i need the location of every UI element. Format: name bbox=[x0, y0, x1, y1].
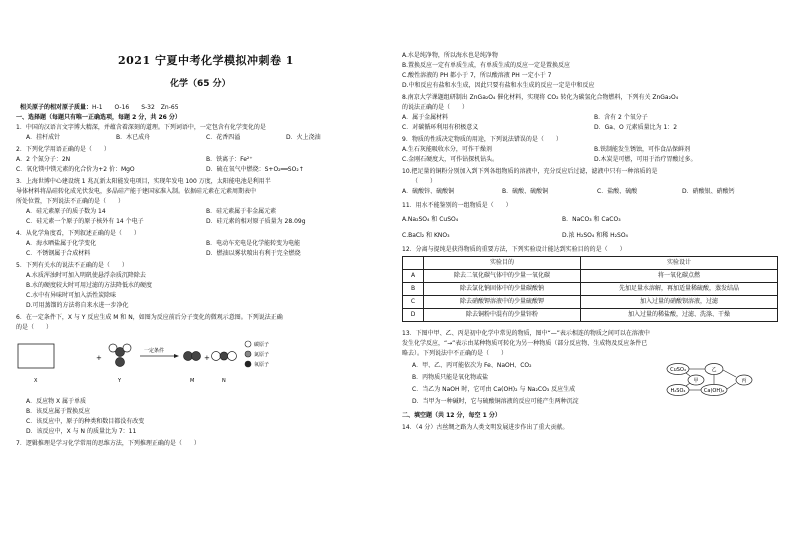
q9-stem: 9．物质的性质决定物质的用途，下列说法错误的是（ ） bbox=[402, 136, 562, 143]
n-molecule-icon bbox=[212, 352, 237, 361]
table-cell: 除去铜粉中混有的少量锌粉 bbox=[424, 309, 581, 322]
q10-stem-line2: （ ） bbox=[412, 178, 437, 185]
table-cell: D bbox=[403, 309, 424, 322]
svg-text:CuSO₄: CuSO₄ bbox=[670, 367, 686, 373]
plus-sign: + bbox=[96, 354, 102, 362]
x-box bbox=[18, 344, 54, 368]
table-header: 实验目的 bbox=[424, 257, 581, 270]
legend-carbon: 碳原子 bbox=[254, 342, 270, 348]
table-row bbox=[403, 296, 778, 309]
legend-oxygen: 氧原子 bbox=[254, 362, 270, 368]
m-molecule-icon bbox=[184, 352, 201, 361]
q9-option-b: B.铁制能发生锈蚀，可作食品保鲜剂 bbox=[594, 146, 691, 153]
q8-option-c: C．对碳循环利用有积极意义 bbox=[402, 124, 479, 131]
q8-stem-line1: 8.南京大学课题组研制出 ZnGa₂O₄ 催化材料，实现将 CO₂ 转化为碳氢化合物燃料，下列有关 ZnGa₂O₄ bbox=[402, 94, 679, 101]
q5-option-b: B.水的硬度较大时可用过滤的方法降低水的硬度 bbox=[26, 282, 153, 289]
legend bbox=[245, 341, 269, 368]
exam-subtitle: 化学（65 分） bbox=[170, 79, 231, 89]
q8-option-d: D．Ga、O 元素质量比为 1：2 bbox=[594, 124, 678, 131]
q3-stem-line1: 3．上海世博中心建设统 1 兆瓦新太阳能发电项目，实现年发电 100 万度，太阳能电池是利用半 bbox=[16, 178, 271, 185]
q9-option-c: C.金刚石硬度大，可作钻探机钻头。 bbox=[402, 156, 499, 163]
legend-nitrogen: 氮原子 bbox=[254, 352, 270, 358]
q7-option-c: C.酸性溶液的 PH 都小于 7，所以酸溶液 PH 一定小于 7 bbox=[402, 72, 552, 79]
exam-title: 2021 宁夏中考化学模拟冲刺卷 1 bbox=[118, 54, 294, 67]
label-x: X bbox=[34, 378, 38, 384]
q12-stem: 12．分离与提纯是获得物质的重要方法，下列实验设计能达到实验目的的是（ ） bbox=[402, 246, 626, 253]
q4-option-b: B．电动车充电是化学能转变为电能 bbox=[206, 240, 301, 247]
q1-option-b: B．木已成舟 bbox=[116, 134, 151, 141]
svg-text:乙: 乙 bbox=[711, 367, 717, 373]
q3-option-b: B．硅元素属于非金属元素 bbox=[206, 208, 277, 215]
table-cell: A bbox=[403, 270, 424, 283]
q13-option-c: C．当乙为 NaOH 时，它可由 Ca(OH)₂ 与 Na₂CO₃ 反应生成 bbox=[412, 386, 576, 393]
q6-option-b: B．该反应属于置换反应 bbox=[26, 408, 91, 415]
table-header: 实验设计 bbox=[581, 257, 778, 270]
svg-text:丙: 丙 bbox=[741, 378, 747, 384]
q1-option-c: C．花香四溢 bbox=[206, 134, 241, 141]
q9-option-d: D.木炭是可燃，可用于治疗胃酸过多。 bbox=[594, 156, 697, 163]
q4-option-a: A．海水晒盐属于化学变化 bbox=[26, 240, 97, 247]
q13-option-a: A．甲、乙、丙可能依次为 Fe、NaOH、CO₂ bbox=[412, 362, 532, 369]
y-molecule-icon bbox=[109, 344, 131, 367]
table-row bbox=[403, 270, 778, 283]
nitrogen-atom-icon bbox=[245, 351, 251, 357]
oxygen-atom-icon bbox=[245, 361, 251, 367]
table-row bbox=[403, 283, 778, 296]
q1-option-d: D．火上浇油 bbox=[286, 134, 321, 141]
svg-text:甲: 甲 bbox=[693, 378, 699, 384]
q13-option-d: D．当甲为一种碱时，它与硫酸铜溶液的反应可能产生两种沉淀 bbox=[412, 398, 579, 405]
q9-option-a: A.生石灰能吸收水分，可作干燥剂 bbox=[402, 146, 492, 153]
table-row bbox=[403, 309, 778, 322]
q8-option-a: A．属于金属材料 bbox=[402, 114, 449, 121]
q13-stem-line1: 13．下图中甲、乙、丙是初中化学中常见的物质，图中“—”表示相连的物质之间可以在溶液中 bbox=[402, 330, 650, 337]
q6-stem-line1: 6．在一定条件下，X 与 Y 反应生成 M 和 N，如图为反应前后分子变化的微观示意图。下列说法正确 bbox=[16, 314, 283, 321]
table-header-row bbox=[403, 257, 778, 270]
plus-sign: + bbox=[204, 354, 210, 362]
q4-option-c: C．不锈钢属于合成材料 bbox=[26, 250, 91, 257]
table-cell: C bbox=[403, 296, 424, 309]
q2-option-b: B．铁离子：Fe²⁺ bbox=[206, 156, 253, 163]
q5-option-c: C.水中有异味时可加入活性炭除味 bbox=[26, 292, 117, 299]
q12-experiment-table bbox=[402, 256, 778, 322]
q11-stem: 11．用水不能鉴别的一组物质是（ ） bbox=[402, 202, 512, 209]
table-cell: 先加足量水溶解，再加适量稀硫酸，蒸发结晶 bbox=[581, 283, 778, 296]
svg-text:Ca(OH)₂: Ca(OH)₂ bbox=[703, 388, 725, 394]
q4-option-d: D．燃油以雾状喷出有利于完全燃烧 bbox=[206, 250, 301, 257]
section-choice-heading: 一、选择题（每题只有唯一正确选项，每题 2 分，共 26 分） bbox=[16, 114, 181, 121]
q13-option-b: B．丙物质只能是氧化物或盐 bbox=[412, 374, 489, 381]
label-y: Y bbox=[118, 378, 122, 384]
table-cell: 除去氯化钠固体中的少量碳酸钠 bbox=[424, 283, 581, 296]
section-fill-heading: 二、填空题（共 12 分，每空 1 分） bbox=[402, 412, 501, 419]
q6-option-c: C．该反应中，原子的种类和数目都没有改变 bbox=[26, 418, 145, 425]
label-m: M bbox=[190, 378, 195, 384]
svg-text:H₂SO₄: H₂SO₄ bbox=[670, 388, 686, 394]
label-n: N bbox=[222, 378, 226, 384]
q14-stem: 14．（4 分）古丝绸之路为人类文明发展进步作出了重大贡献。 bbox=[402, 424, 569, 431]
q4-stem: 4．从化学角度看，下列叙述正确的是（ ） bbox=[16, 230, 140, 237]
q5-stem: 5．下列有关水的说法不正确的是（ ） bbox=[16, 262, 128, 269]
q8-option-b: B．含有 2 个氧分子 bbox=[594, 114, 648, 121]
q2-option-c: C．氧化镁中镁元素的化合价为+2 价：MgO bbox=[16, 166, 135, 173]
q2-option-d: D．硫在氧气中燃烧：S+O₂══SO₂↑ bbox=[206, 166, 304, 173]
q3-stem-line3: 所处位置，下列说法不正确的是（ ） bbox=[16, 198, 125, 205]
q10-option-a: A．硫酸锌、硫酸铜 bbox=[402, 188, 455, 195]
q7-stem: 7．逻辑推理是学习化学常用的思维方法，下列推理正确的是（ ） bbox=[16, 440, 200, 447]
q6-option-a: A．反应物 X 属于单质 bbox=[26, 398, 87, 405]
q10-option-c: C．盐酸、硫酸 bbox=[597, 188, 638, 195]
q1-option-a: A．挂杆成针 bbox=[26, 134, 61, 141]
q7-option-a: A.水是纯净物，所以海水也是纯净物 bbox=[402, 52, 498, 59]
q3-option-c: C．硅元素一个原子的原子核外有 14 个电子 bbox=[26, 218, 144, 225]
q7-option-d: D.中和反应有盐和水生成，因此只要有盐和水生成的反应一定是中和反应 bbox=[402, 82, 595, 89]
q13-stem-line3: 略去）。下列说法中不正确的是（ ） bbox=[402, 350, 508, 357]
q7-option-b: B.置换反应一定有单质生成，有单质生成的反应一定是置换反应 bbox=[402, 62, 571, 69]
q6-option-d: D．该反应中，X 与 N 的质量比为 7：11 bbox=[26, 428, 137, 435]
arrow-head-icon bbox=[174, 354, 179, 358]
q3-stem-line2: 导体材料将晶硅转化成光伏发电，多晶硅产能于建国家准入制。依据硅元素在元素周期表中 bbox=[16, 188, 257, 195]
table-cell: 加入过量的硝酸钡溶液，过滤 bbox=[581, 296, 778, 309]
q11-option-c: C.BaCl₂ 和 KNO₃ bbox=[402, 232, 450, 239]
carbon-atom-icon bbox=[245, 341, 251, 347]
table-cell: 除去硝酸钾溶液中的少量硫酸钾 bbox=[424, 296, 581, 309]
q13-relation-diagram bbox=[664, 362, 780, 396]
q1-stem: 1．中国的汉语言文字博大精深，并蕴含着深刻的道理。下列词语中，一定包含有化学变化的是 bbox=[16, 124, 266, 131]
q6-stem-line2: 的是（ ） bbox=[16, 324, 53, 331]
table-cell: 除去二氧化碳气体中的少量一氧化碳 bbox=[424, 270, 581, 283]
table-cell: 将一氧化碳点燃 bbox=[581, 270, 778, 283]
q11-option-a: A.Na₂SO₄ 和 CuSO₄ bbox=[402, 216, 459, 223]
q11-option-d: D.浓 H₂SO₄ 和稀 H₂SO₄ bbox=[562, 232, 628, 239]
q11-option-b: B．NaCO₃ 和 CaCO₃ bbox=[562, 216, 621, 223]
q8-stem-line2: 的说法正确的是（ ） bbox=[402, 104, 469, 111]
q2-stem: 2．下列化学用语正确的是（ ） bbox=[16, 146, 110, 153]
table-cell: B bbox=[403, 283, 424, 296]
q5-option-d: D.可用蒸馏的方法将自来水进一步净化 bbox=[26, 302, 129, 309]
q10-option-b: B．硫酸、硫酸铜 bbox=[502, 188, 549, 195]
q10-option-d: D．硝酸银、硝酸钙 bbox=[682, 188, 735, 195]
q2-option-a: A．2 个氮分子：2N bbox=[16, 156, 71, 163]
q10-stem-line1: 10.把足量的铜粉分别加入到下列各组物质的溶液中，充分反应后过滤，滤液中只有一种溶质的是 bbox=[402, 168, 658, 175]
atomic-masses: 相关原子的相对原子质量：H-1 O-16 S-32 Zn-65 bbox=[20, 104, 179, 111]
q3-option-a: A．硅元素原子的质子数为 14 bbox=[26, 208, 106, 215]
reaction-condition: 一定条件 bbox=[144, 348, 165, 354]
q13-stem-line2: 发生化学反应，“→”表示由某种物质可转化为另一种物质（部分反应物、生成物及反应条件已 bbox=[402, 340, 648, 347]
q5-option-a: A.水质浑浊时可加入明矾使悬浮杂质沉降除去 bbox=[26, 272, 146, 279]
table-cell: 加入过量的稀盐酸，过滤、洗涤、干燥 bbox=[581, 309, 778, 322]
q3-option-d: D．硅元素的相对原子质量为 28.09g bbox=[206, 218, 306, 225]
